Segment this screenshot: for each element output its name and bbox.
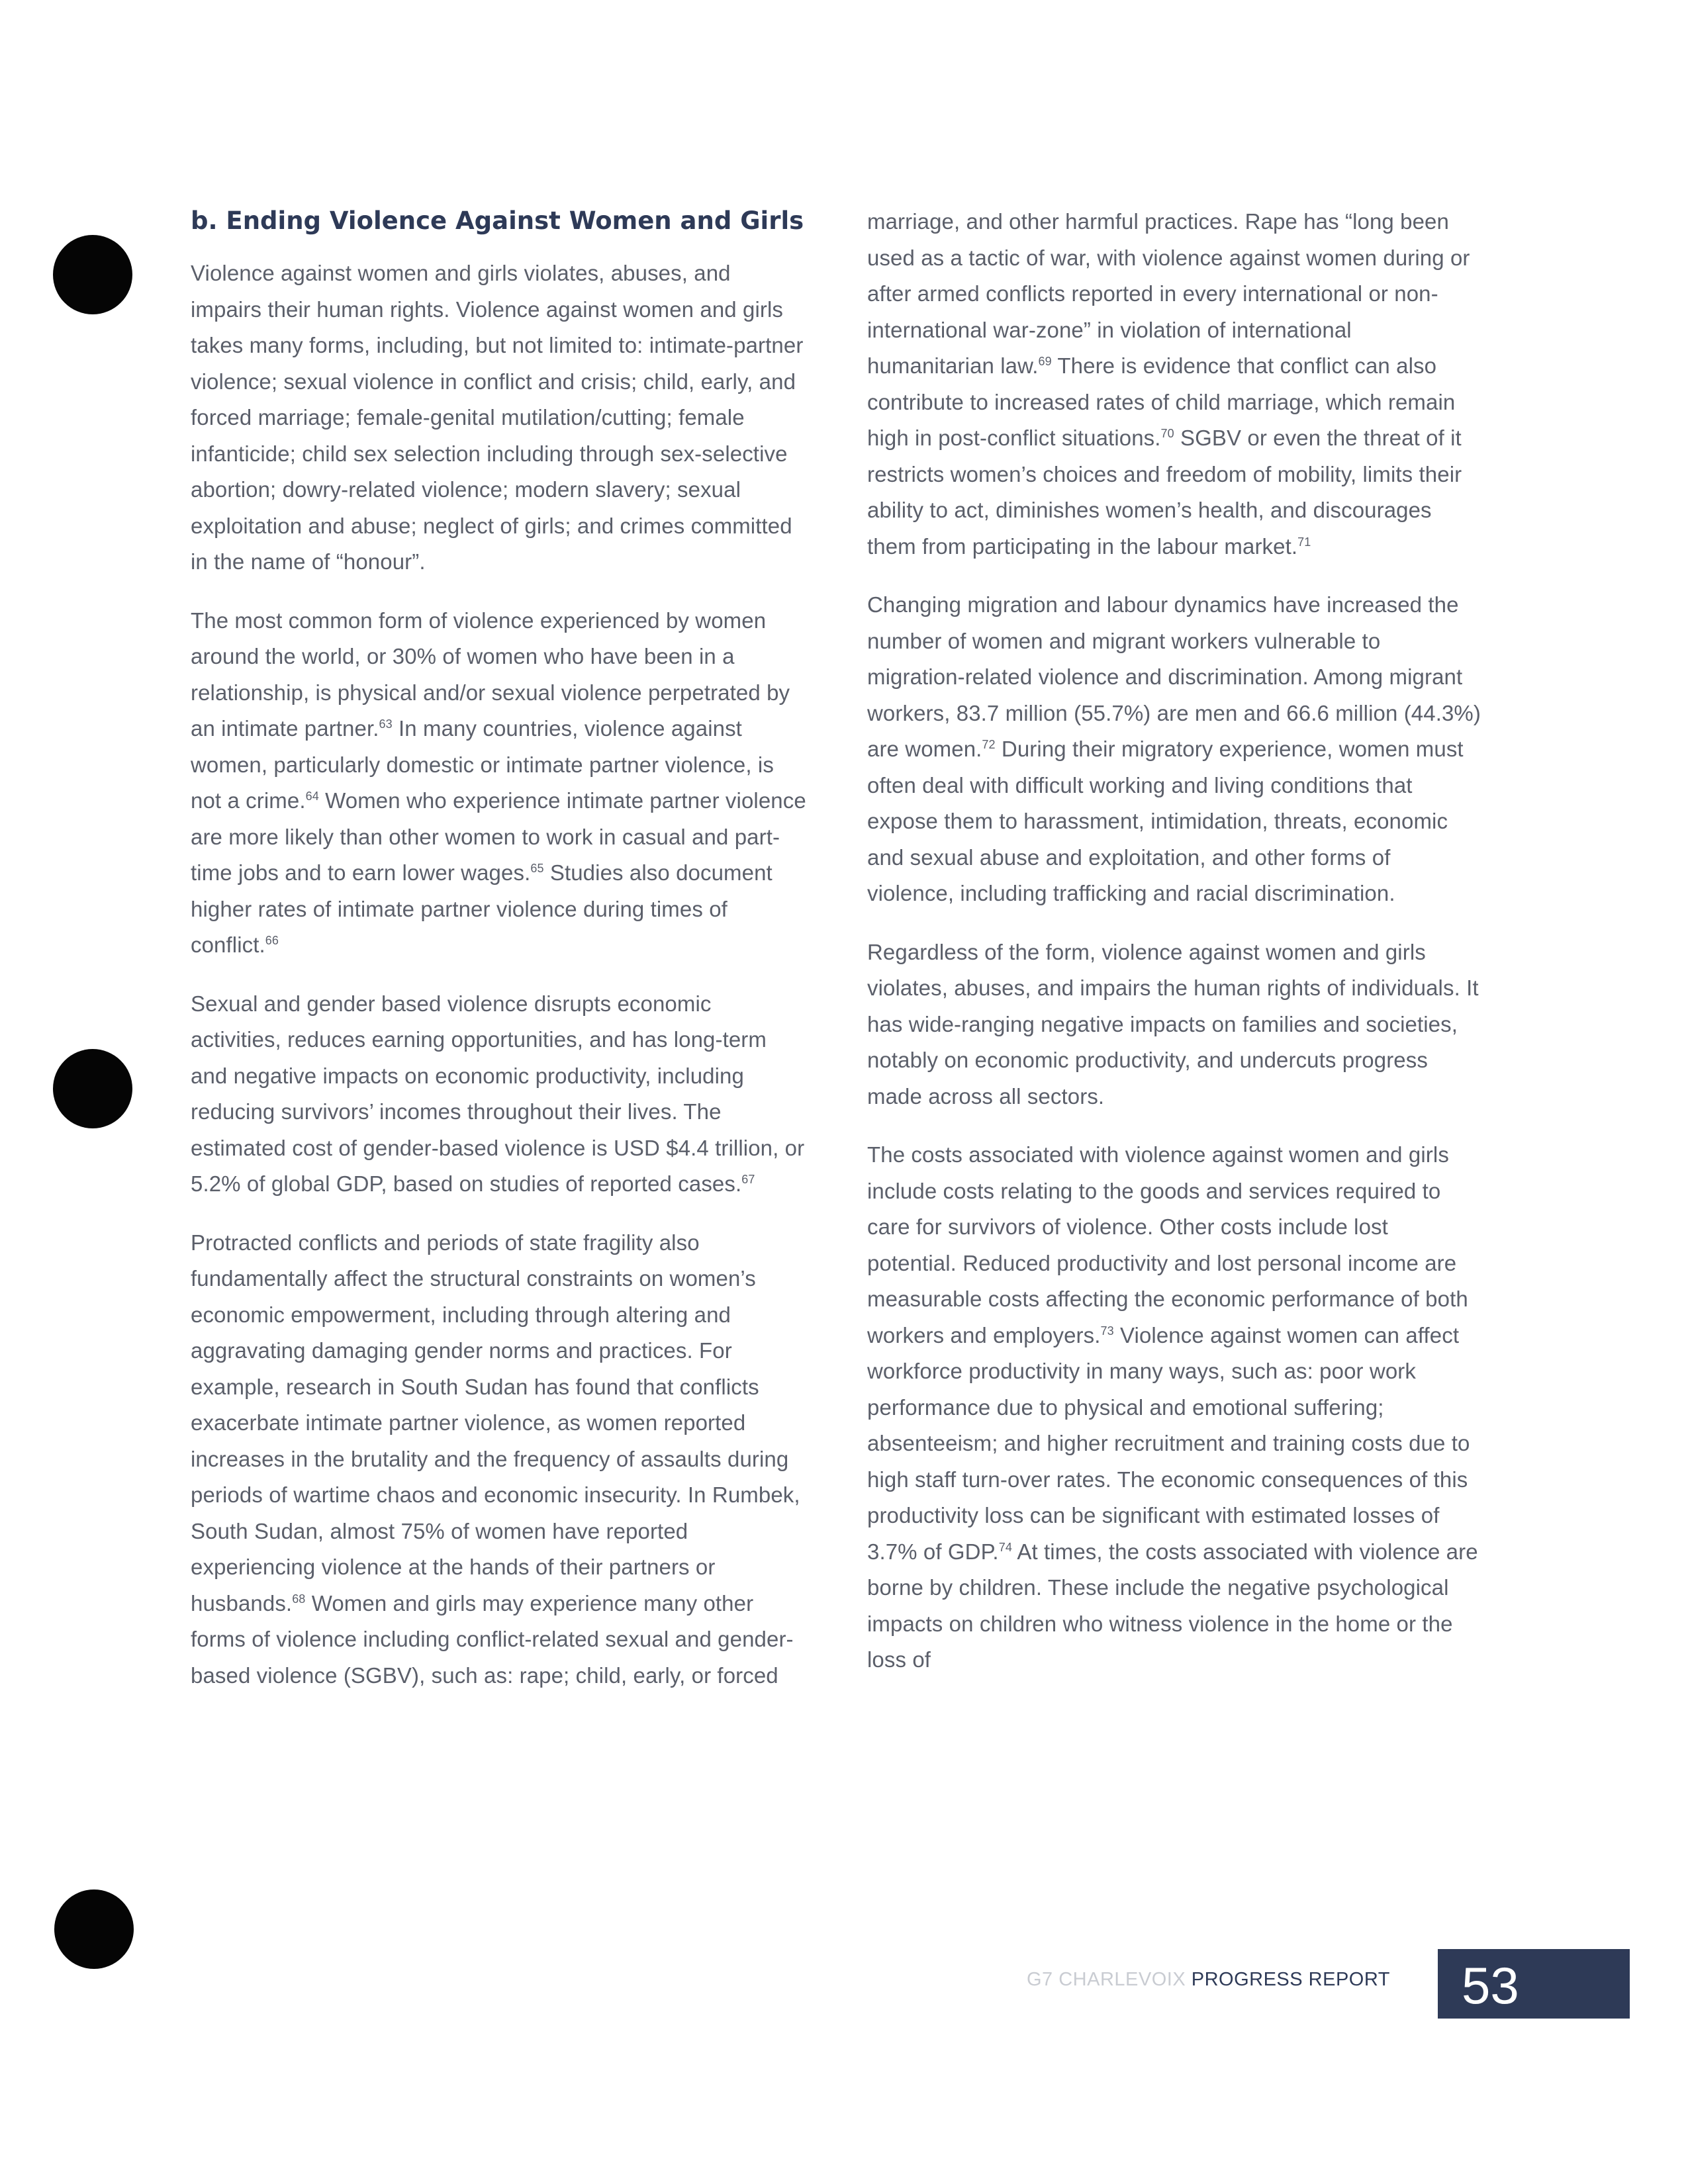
footer-label: PROGRESS REPORT — [1191, 1969, 1390, 1990]
paragraph-text: Studies also document higher rates of intimate partner violence during times of conflict. — [191, 860, 773, 958]
footnote-ref: 63 — [379, 717, 393, 731]
footer-series: G7 CHARLEVOIX — [1027, 1969, 1186, 1990]
punch-hole-middle — [53, 1049, 132, 1128]
paragraph-text: Women who experience intimate partner violence are more likely than other women to work in casual and part-time jobs and to earn lower wages. — [191, 788, 806, 886]
paragraph-text: Violence against women can affect workforce productivity in many ways, such as: poor work performance due to physical and emotional suffering; absenteeism; and higher recruitment and training costs due to high staff turn-over rates. The economic consequences of this productivity loss can be significant with estimated losses of 3.7% of GDP. — [867, 1322, 1470, 1564]
paragraph-text: In many countries, violence against women, particularly domestic or intimate partner violence, is not a crime. — [191, 716, 774, 813]
left-column — [191, 199, 806, 1716]
paragraph-text: There is evidence that conflict can also contribute to increased rates of child marriage, which remain high in post-conflict situations. — [867, 353, 1456, 450]
footnote-ref: 65 — [530, 862, 544, 876]
paragraph-text: The most common form of violence experienced by women around the world, or 30% of women who have been in a relationship, is physical and/or sexual violence perpetrated by an intimate partner. — [191, 608, 790, 741]
paragraph: Violence against women and girls violates, abuses, and impairs their human rights. Violence against women and girls takes many forms, including, but not limited to: intimate-partner violence; sexual violence in conflict and crisis; child, early, and forced marriage; female-genital mutilation/cutting; female infanticide; child sex selection including through sex-selective abortion; dowry-related violence; modern slavery; sexual exploitation and abuse; neglect of girls; and crimes committed in the name of “honour”. — [191, 261, 804, 574]
paragraph-text: Changing migration and labour dynamics have increased the number of women and migrant workers vulnerable to migration-related violence and discrimination. Among migrant workers, 83.7 million (55.7%) are men and 66.6 million (44.3%) are women. — [867, 592, 1481, 761]
footnote-ref: 67 — [741, 1173, 755, 1187]
footnote-ref: 66 — [265, 934, 279, 948]
punch-hole-bottom — [54, 1889, 134, 1969]
right-column — [867, 199, 1483, 1701]
paragraph-text: At times, the costs associated with violence are borne by children. These include the negative psychological impacts on children who witness violence in the home or the loss of — [867, 1539, 1478, 1672]
footer-report-title — [1027, 1969, 1390, 1991]
footnote-ref: 71 — [1297, 535, 1311, 549]
page-number: 53 — [1438, 1949, 1630, 2019]
punch-hole-top — [53, 235, 132, 314]
footnote-ref: 70 — [1160, 427, 1174, 440]
left-paragraphs — [191, 255, 806, 1694]
footnote-ref: 68 — [292, 1592, 306, 1606]
paragraph-text: SGBV or even the threat of it restricts women’s choices and freedom of mobility, limits their ability to act, diminishes women’s health, and discourages them from participating in the labour market. — [867, 426, 1462, 559]
paragraph — [191, 986, 806, 1203]
paragraph-text: marriage, and other harmful practices. Rape has “long been used as a tactic of war, with violence against women during or after armed conflicts reported in every international or non-international war-zone” in violation of international humanitarian law. — [867, 209, 1470, 378]
paragraph: Regardless of the form, violence against women and girls violates, abuses, and impairs the human rights of individuals. It has wide-ranging negative impacts on families and societies, notably on economic productivity, and undercuts progress made across all sectors. — [867, 939, 1479, 1109]
footnote-ref: 64 — [305, 790, 319, 803]
paragraph — [191, 603, 806, 964]
paragraph — [867, 587, 1483, 912]
paragraph-text: Protracted conflicts and periods of state fragility also fundamentally affect the structural constraints on women’s economic empowerment, including through altering and aggravating damaging gender norms and practices. For example, research in South Sudan has found that conflicts exacerbate intimate partner violence, as women reported increases in the brutality and the frequency of assaults during periods of wartime chaos and economic insecurity. In Rumbek, South Sudan, almost 75% of women have reported experiencing violence at the hands of their partners or husbands. — [191, 1230, 800, 1615]
paragraph-text: The costs associated with violence against women and girls include costs relating to the goods and services required to care for survivors of violence. Other costs include lost potential. Reduced productivity and lost personal income are measurable costs affecting the economic performance of both workers and employers. — [867, 1142, 1468, 1347]
section-heading: b. Ending Violence Against Women and Girls — [191, 206, 804, 235]
footnote-ref: 69 — [1038, 355, 1052, 368]
footnote-ref: 72 — [982, 738, 996, 751]
paragraph-text: During their migratory experience, women must often deal with difficult working and living conditions that expose them to harassment, intimidation, threats, economic and sexual abuse and exploitation, and other forms of violence, including trafficking and racial discrimination. — [867, 737, 1464, 905]
paragraph-text: Women and girls may experience many other forms of violence including conflict-related sexual and gender-based violence (SGBV), such as: rape; child, early, or forced — [191, 1590, 794, 1688]
right-paragraphs — [867, 204, 1483, 1678]
footnote-ref: 74 — [998, 1540, 1012, 1554]
paragraph-text: Sexual and gender based violence disrupts economic activities, reduces earning opportunities, and has long-term and negative impacts on economic productivity, including reducing survivors’ incomes throughout their lives. The estimated cost of gender-based violence is USD $4.4 trillion, or 5.2% of global GDP, based on studies of reported cases. — [191, 991, 805, 1197]
paragraph — [191, 1225, 806, 1694]
paragraph — [867, 1137, 1483, 1678]
footnote-ref: 73 — [1100, 1324, 1114, 1338]
paragraph — [867, 204, 1483, 565]
